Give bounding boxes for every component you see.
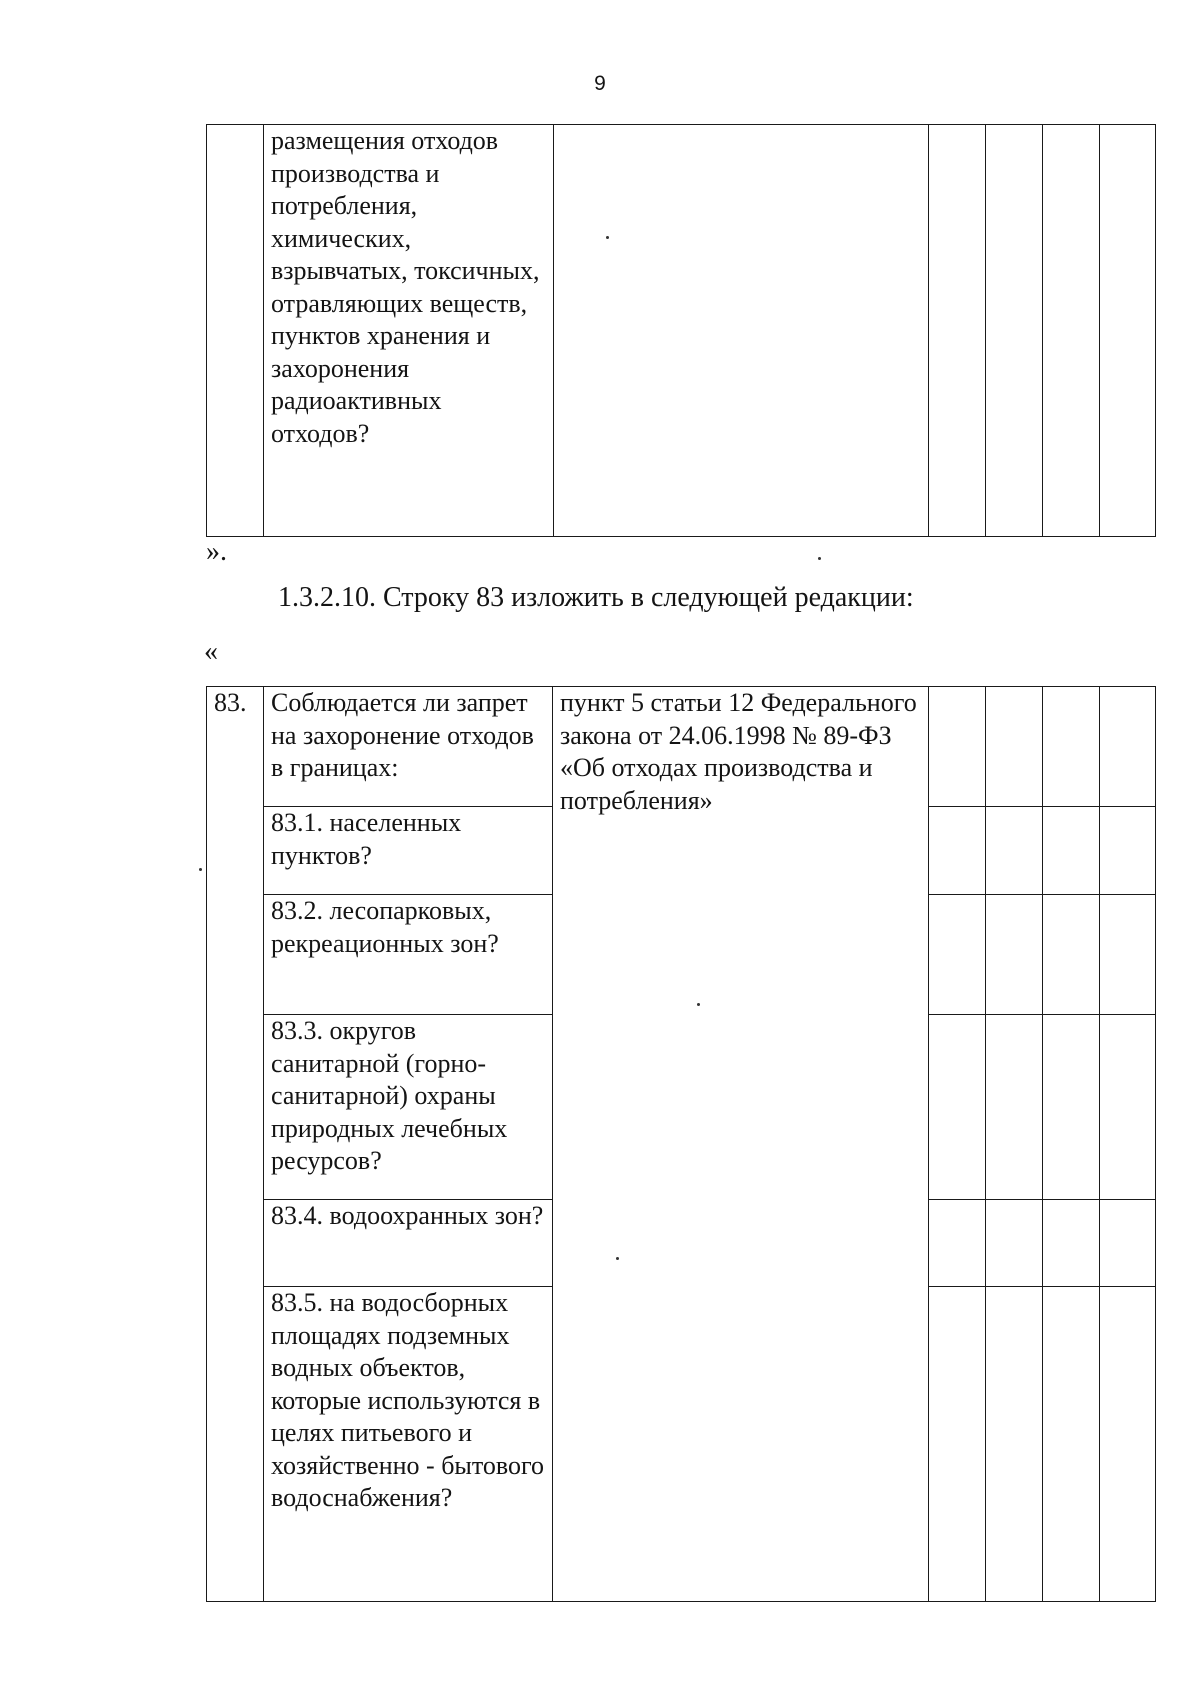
requirement-cell — [553, 687, 929, 1602]
answer-cell-na — [1043, 125, 1100, 537]
question-cell — [264, 687, 553, 807]
answer-cell — [1100, 1200, 1156, 1287]
requirement-cell — [554, 125, 929, 537]
row-number-cell — [207, 125, 264, 537]
answer-cell — [986, 1015, 1043, 1200]
answer-cell — [986, 895, 1043, 1015]
amendment-paragraph: 1.3.2.10. Строку 83 изложить в следующей редакции: — [278, 582, 914, 613]
scan-speck — [616, 1257, 619, 1260]
subitem-cell — [264, 807, 553, 895]
answer-cell — [929, 1200, 986, 1287]
scan-speck — [606, 236, 609, 239]
scan-speck — [818, 557, 821, 560]
answer-cell — [1100, 1287, 1156, 1602]
subitem-83-3: 83.3. округов санитарной (горно-санитарной) охраны природных лечебных ресурсов? — [271, 1016, 508, 1175]
answer-cell — [1043, 1287, 1100, 1602]
answer-cell — [929, 807, 986, 895]
answer-cell — [986, 687, 1043, 807]
requirement-text: пункт 5 статьи 12 Федерального закона от 24.06.1998 № 89-ФЗ «Об отходах производства и потребления» — [560, 688, 917, 815]
page-number: 9 — [594, 72, 606, 95]
scan-speck — [697, 1003, 700, 1006]
main-question: Соблюдается ли запрет на захоронение отходов в границах: — [271, 688, 534, 782]
subitem-cell — [264, 1287, 553, 1602]
scan-speck — [199, 868, 202, 871]
answer-cell — [1043, 807, 1100, 895]
checklist-table-row-83 — [206, 686, 1156, 1602]
answer-cell — [1100, 687, 1156, 807]
answer-cell — [929, 895, 986, 1015]
subitem-cell — [264, 1200, 553, 1287]
answer-cell — [986, 1287, 1043, 1602]
question-cell — [264, 125, 554, 537]
answer-cell — [929, 1015, 986, 1200]
answer-cell-no — [986, 125, 1043, 537]
row-number-cell — [207, 687, 264, 1602]
table-row — [207, 125, 1156, 537]
answer-cell — [929, 687, 986, 807]
answer-cell — [986, 1200, 1043, 1287]
subitem-83-4: 83.4. водоохранных зон? — [271, 1201, 544, 1230]
answer-cell — [929, 1287, 986, 1602]
closing-quote: ». — [206, 536, 227, 567]
answer-cell — [1043, 1200, 1100, 1287]
answer-cell — [1043, 1015, 1100, 1200]
subitem-cell — [264, 1015, 553, 1200]
subitem-83-5: 83.5. на водосборных площадях подземных водных объектов, которые используются в целях питьевого и хозяйственно - бытового водоснабжения? — [271, 1288, 545, 1512]
opening-quote: « — [204, 636, 218, 667]
question-text: размещения отходов производства и потребления, химических, взрывчатых, токсичных, отравляющих веществ, пунктов хранения и захоронения радиоактивных отходов? — [271, 126, 540, 448]
table-row — [207, 687, 1156, 807]
answer-cell — [986, 807, 1043, 895]
answer-cell — [1043, 895, 1100, 1015]
answer-cell-yes — [929, 125, 986, 537]
subitem-cell — [264, 895, 553, 1015]
subitem-83-1: 83.1. населенных пунктов? — [271, 808, 462, 870]
answer-cell — [1100, 895, 1156, 1015]
subitem-83-2: 83.2. лесопарковых, рекреационных зон? — [271, 896, 499, 958]
answer-cell — [1043, 687, 1100, 807]
answer-cell — [1100, 1015, 1156, 1200]
row-number: 83. — [214, 688, 247, 717]
answer-cell — [1100, 807, 1156, 895]
answer-cell-notes — [1100, 125, 1156, 537]
checklist-table-continuation — [206, 124, 1156, 537]
